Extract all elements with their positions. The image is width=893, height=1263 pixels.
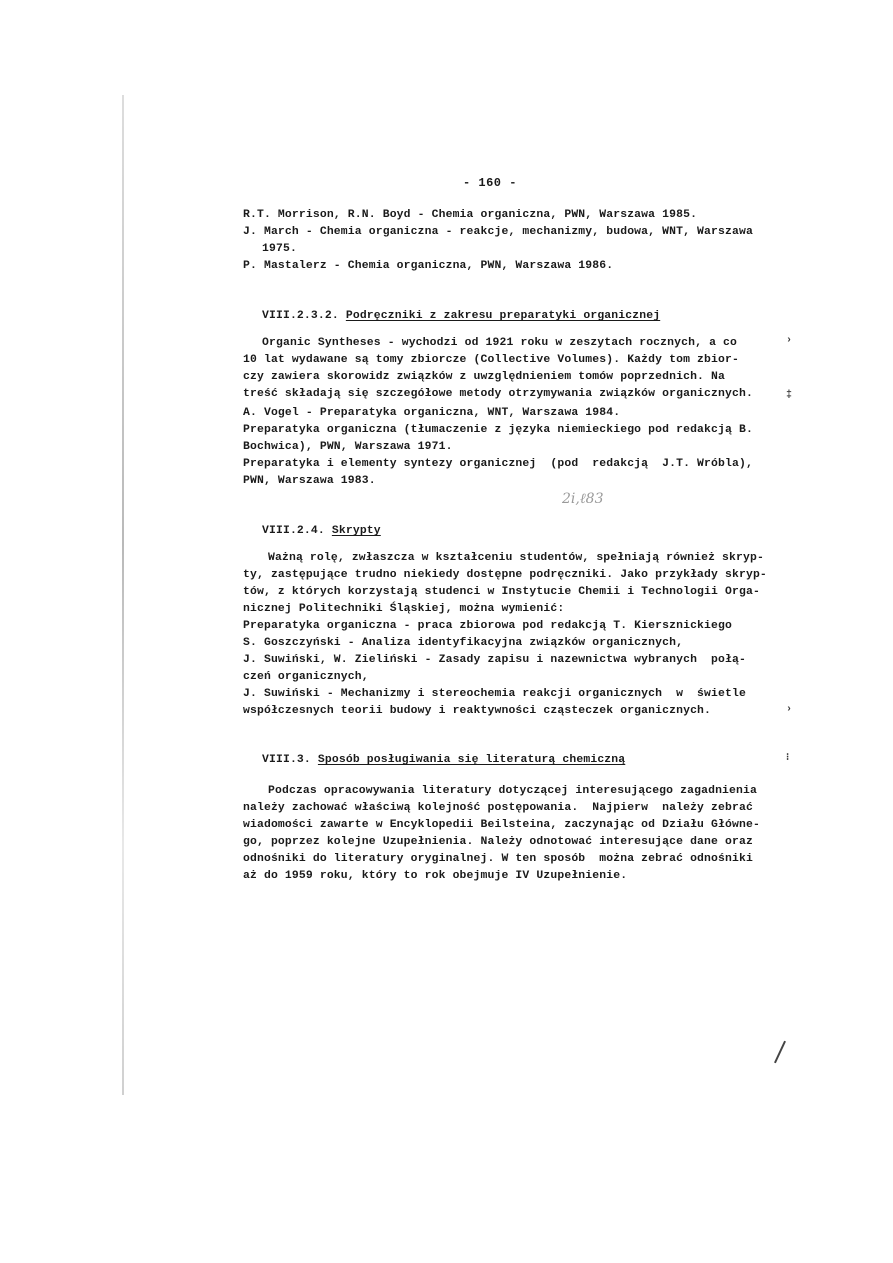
reference-line: PWN, Warszawa 1983.: [243, 475, 376, 487]
paragraph-line: J. Suwiński - Mechanizmy i stereochemia reakcji organicznych w świetle: [243, 688, 746, 700]
scan-margin-line: [122, 95, 124, 1095]
paragraph-line: nicznej Politechniki Śląskiej, można wymienić:: [243, 603, 565, 615]
paragraph-line: Podczas opracowywania literatury dotyczącej interesującego zagadnienia: [268, 785, 757, 797]
reference-line: A. Vogel - Preparatyka organiczna, WNT, Warszawa 1984.: [243, 407, 621, 419]
page-number: - 160 -: [463, 176, 517, 190]
paragraph-line: Preparatyka organiczna - praca zbiorowa pod redakcją T. Kiersznickiego: [243, 620, 732, 632]
paragraph-line: treść składają się szczegółowe metody otrzymywania związków organicznych.: [243, 388, 753, 400]
paragraph-line: Organic Syntheses - wychodzi od 1921 roku w zeszytach rocznych, a co: [262, 337, 738, 349]
paragraph-line: Ważną rolę, zwłaszcza w kształceniu studentów, spełniają również skryp-: [268, 552, 764, 564]
paragraph-line: czy zawiera skorowidz związków z uwzględnieniem tomów poprzednich. Na: [243, 371, 725, 383]
section-title: Podręczniki z zakresu preparatyki organicznej: [345, 310, 661, 322]
reference-line: J. March - Chemia organiczna - reakcje, mechanizmy, budowa, WNT, Warszawa: [243, 226, 753, 238]
section-number: VIII.2.4.: [262, 525, 325, 537]
section-title: Sposób posługiwania się literaturą chemiczną: [317, 754, 626, 766]
paragraph-line: czeń organicznych,: [243, 671, 369, 683]
scan-artifact-mark: ›: [786, 335, 793, 346]
section-heading-8-2-3-2: [262, 308, 660, 325]
section-heading-8-3: [262, 752, 625, 769]
reference-line: P. Mastalerz - Chemia organiczna, PWN, Warszawa 1986.: [243, 260, 614, 272]
paragraph-line: tów, z których korzystają studenci w Instytucie Chemii i Technologii Orga-: [243, 586, 760, 598]
section-title: Skrypty: [331, 525, 381, 537]
reference-line: 1975.: [262, 243, 297, 255]
paragraph-line: odnośniki do literatury oryginalnej. W ten sposób można zebrać odnośniki: [243, 853, 753, 865]
paragraph-line: ty, zastępujące trudno niekiedy dostępne podręczniki. Jako przykłady skryp-: [243, 569, 767, 581]
paragraph-line: należy zachować właściwą kolejność postępowania. Najpierw należy zebrać: [243, 802, 753, 814]
pen-stroke-mark: [774, 1041, 786, 1064]
scan-artifact-mark: ⁝: [786, 753, 790, 764]
reference-line: Bochwica), PWN, Warszawa 1971.: [243, 441, 453, 453]
section-heading-8-2-4: [262, 523, 381, 540]
paragraph-line: go, poprzez kolejne Uzupełnienia. Należy odnotować interesujące dane oraz: [243, 836, 753, 848]
paragraph-line: J. Suwiński, W. Zieliński - Zasady zapisu i nazewnictwa wybranych połą-: [243, 654, 746, 666]
scan-artifact-mark: ›: [786, 704, 793, 715]
paragraph-line: współczesnych teorii budowy i reaktywności cząsteczek organicznych.: [243, 705, 712, 717]
scan-artifact-mark: ‡: [786, 390, 793, 401]
reference-line: Preparatyka organiczna (tłumaczenie z języka niemieckiego pod redakcją B.: [243, 424, 753, 436]
paragraph-line: S. Goszczyński - Analiza identyfikacyjna związków organicznych,: [243, 637, 684, 649]
paragraph-line: 10 lat wydawane są tomy zbiorcze (Collective Volumes). Każdy tom zbior-: [243, 354, 739, 366]
section-number: VIII.3.: [262, 754, 311, 766]
handwritten-note: 2i,ℓ83: [562, 491, 604, 507]
section-number: VIII.2.3.2.: [262, 310, 339, 322]
paragraph-line: aż do 1959 roku, który to rok obejmuje IV Uzupełnienie.: [243, 870, 628, 882]
paragraph-line: wiadomości zawarte w Encyklopedii Beilsteina, zaczynając od Działu Główne-: [243, 819, 760, 831]
reference-line: Preparatyka i elementy syntezy organicznej (pod redakcją J.T. Wróbla),: [243, 458, 753, 470]
reference-line: R.T. Morrison, R.N. Boyd - Chemia organiczna, PWN, Warszawa 1985.: [243, 209, 698, 221]
